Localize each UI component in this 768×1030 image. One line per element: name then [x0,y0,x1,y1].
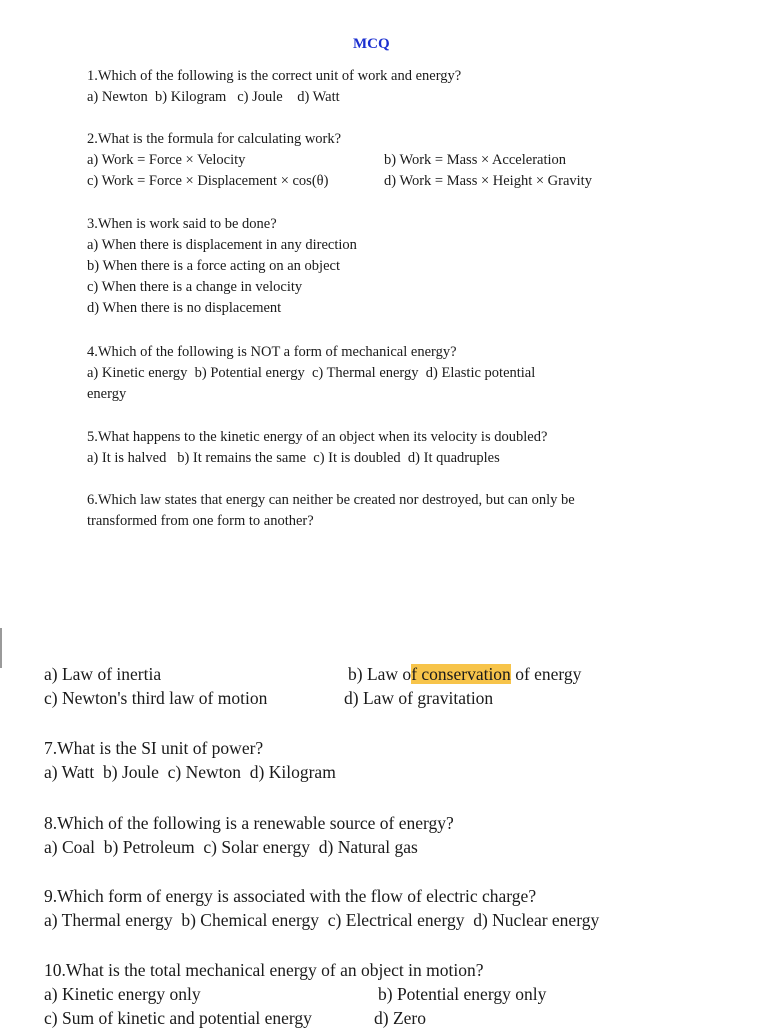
highlighted-text: f conservation [411,664,511,684]
question-6-option-b [348,662,581,686]
question-1-options: a) Newton b) Kilogram c) Joule d) Watt [87,89,340,105]
question-5-text: 5.What happens to the kinetic energy of an object when its velocity is doubled? [87,429,548,445]
question-10-text: 10.What is the total mechanical energy of an object in motion? [44,960,484,980]
question-8-text: 8.Which of the following is a renewable source of energy? [44,813,454,833]
question-4-options-line-1: a) Kinetic energy b) Potential energy c) Thermal energy d) Elastic potential [87,365,536,381]
question-2-text: 2.What is the formula for calculating work? [87,131,342,147]
question-9-text: 9.Which form of energy is associated with the flow of electric charge? [44,886,537,906]
question-10-option-c: c) Sum of kinetic and potential energy [44,1008,312,1028]
question-1-text: 1.Which of the following is the correct unit of work and energy? [87,68,462,84]
question-6-option-b-suffix: of energy [510,664,582,684]
question-9-options: a) Thermal energy b) Chemical energy c) Electrical energy d) Nuclear energy [44,910,600,930]
question-3-option-b: b) When there is a force acting on an object [87,258,340,274]
question-6-text-line-1: 6.Which law states that energy can neither be created nor destroyed, but can only be [87,492,575,508]
page-edge-divider [0,628,2,668]
question-4-text: 4.Which of the following is NOT a form of mechanical energy? [87,344,457,360]
question-3-option-d: d) When there is no displacement [87,300,282,316]
question-7-options: a) Watt b) Joule c) Newton d) Kilogram [44,762,336,782]
question-2-option-b: b) Work = Mass × Acceleration [384,152,567,168]
question-7-text: 7.What is the SI unit of power? [44,738,264,758]
page-title: MCQ [353,36,390,52]
question-4-options-line-2: energy [87,386,127,402]
question-6-option-c: c) Newton's third law of motion [44,688,268,708]
question-8-options: a) Coal b) Petroleum c) Solar energy d) Natural gas [44,837,418,857]
question-6-option-b-prefix: b) Law o [348,664,412,684]
question-5-options: a) It is halved b) It remains the same c) It is doubled d) It quadruples [87,450,500,466]
question-2-option-a: a) Work = Force × Velocity [87,152,246,168]
question-3-text: 3.When is work said to be done? [87,216,277,232]
question-2-option-d: d) Work = Mass × Height × Gravity [384,173,592,189]
question-6-text-line-2: transformed from one form to another? [87,513,314,529]
question-3-option-c: c) When there is a change in velocity [87,279,303,295]
question-2-option-c: c) Work = Force × Displacement × cos(θ) [87,173,329,189]
question-10-option-a: a) Kinetic energy only [44,984,201,1004]
question-3-option-a: a) When there is displacement in any direction [87,237,357,253]
question-6-option-a: a) Law of inertia [44,664,162,684]
question-6-option-d: d) Law of gravitation [344,688,494,708]
question-10-option-b: b) Potential energy only [378,984,547,1004]
question-10-option-d: d) Zero [374,1008,426,1028]
